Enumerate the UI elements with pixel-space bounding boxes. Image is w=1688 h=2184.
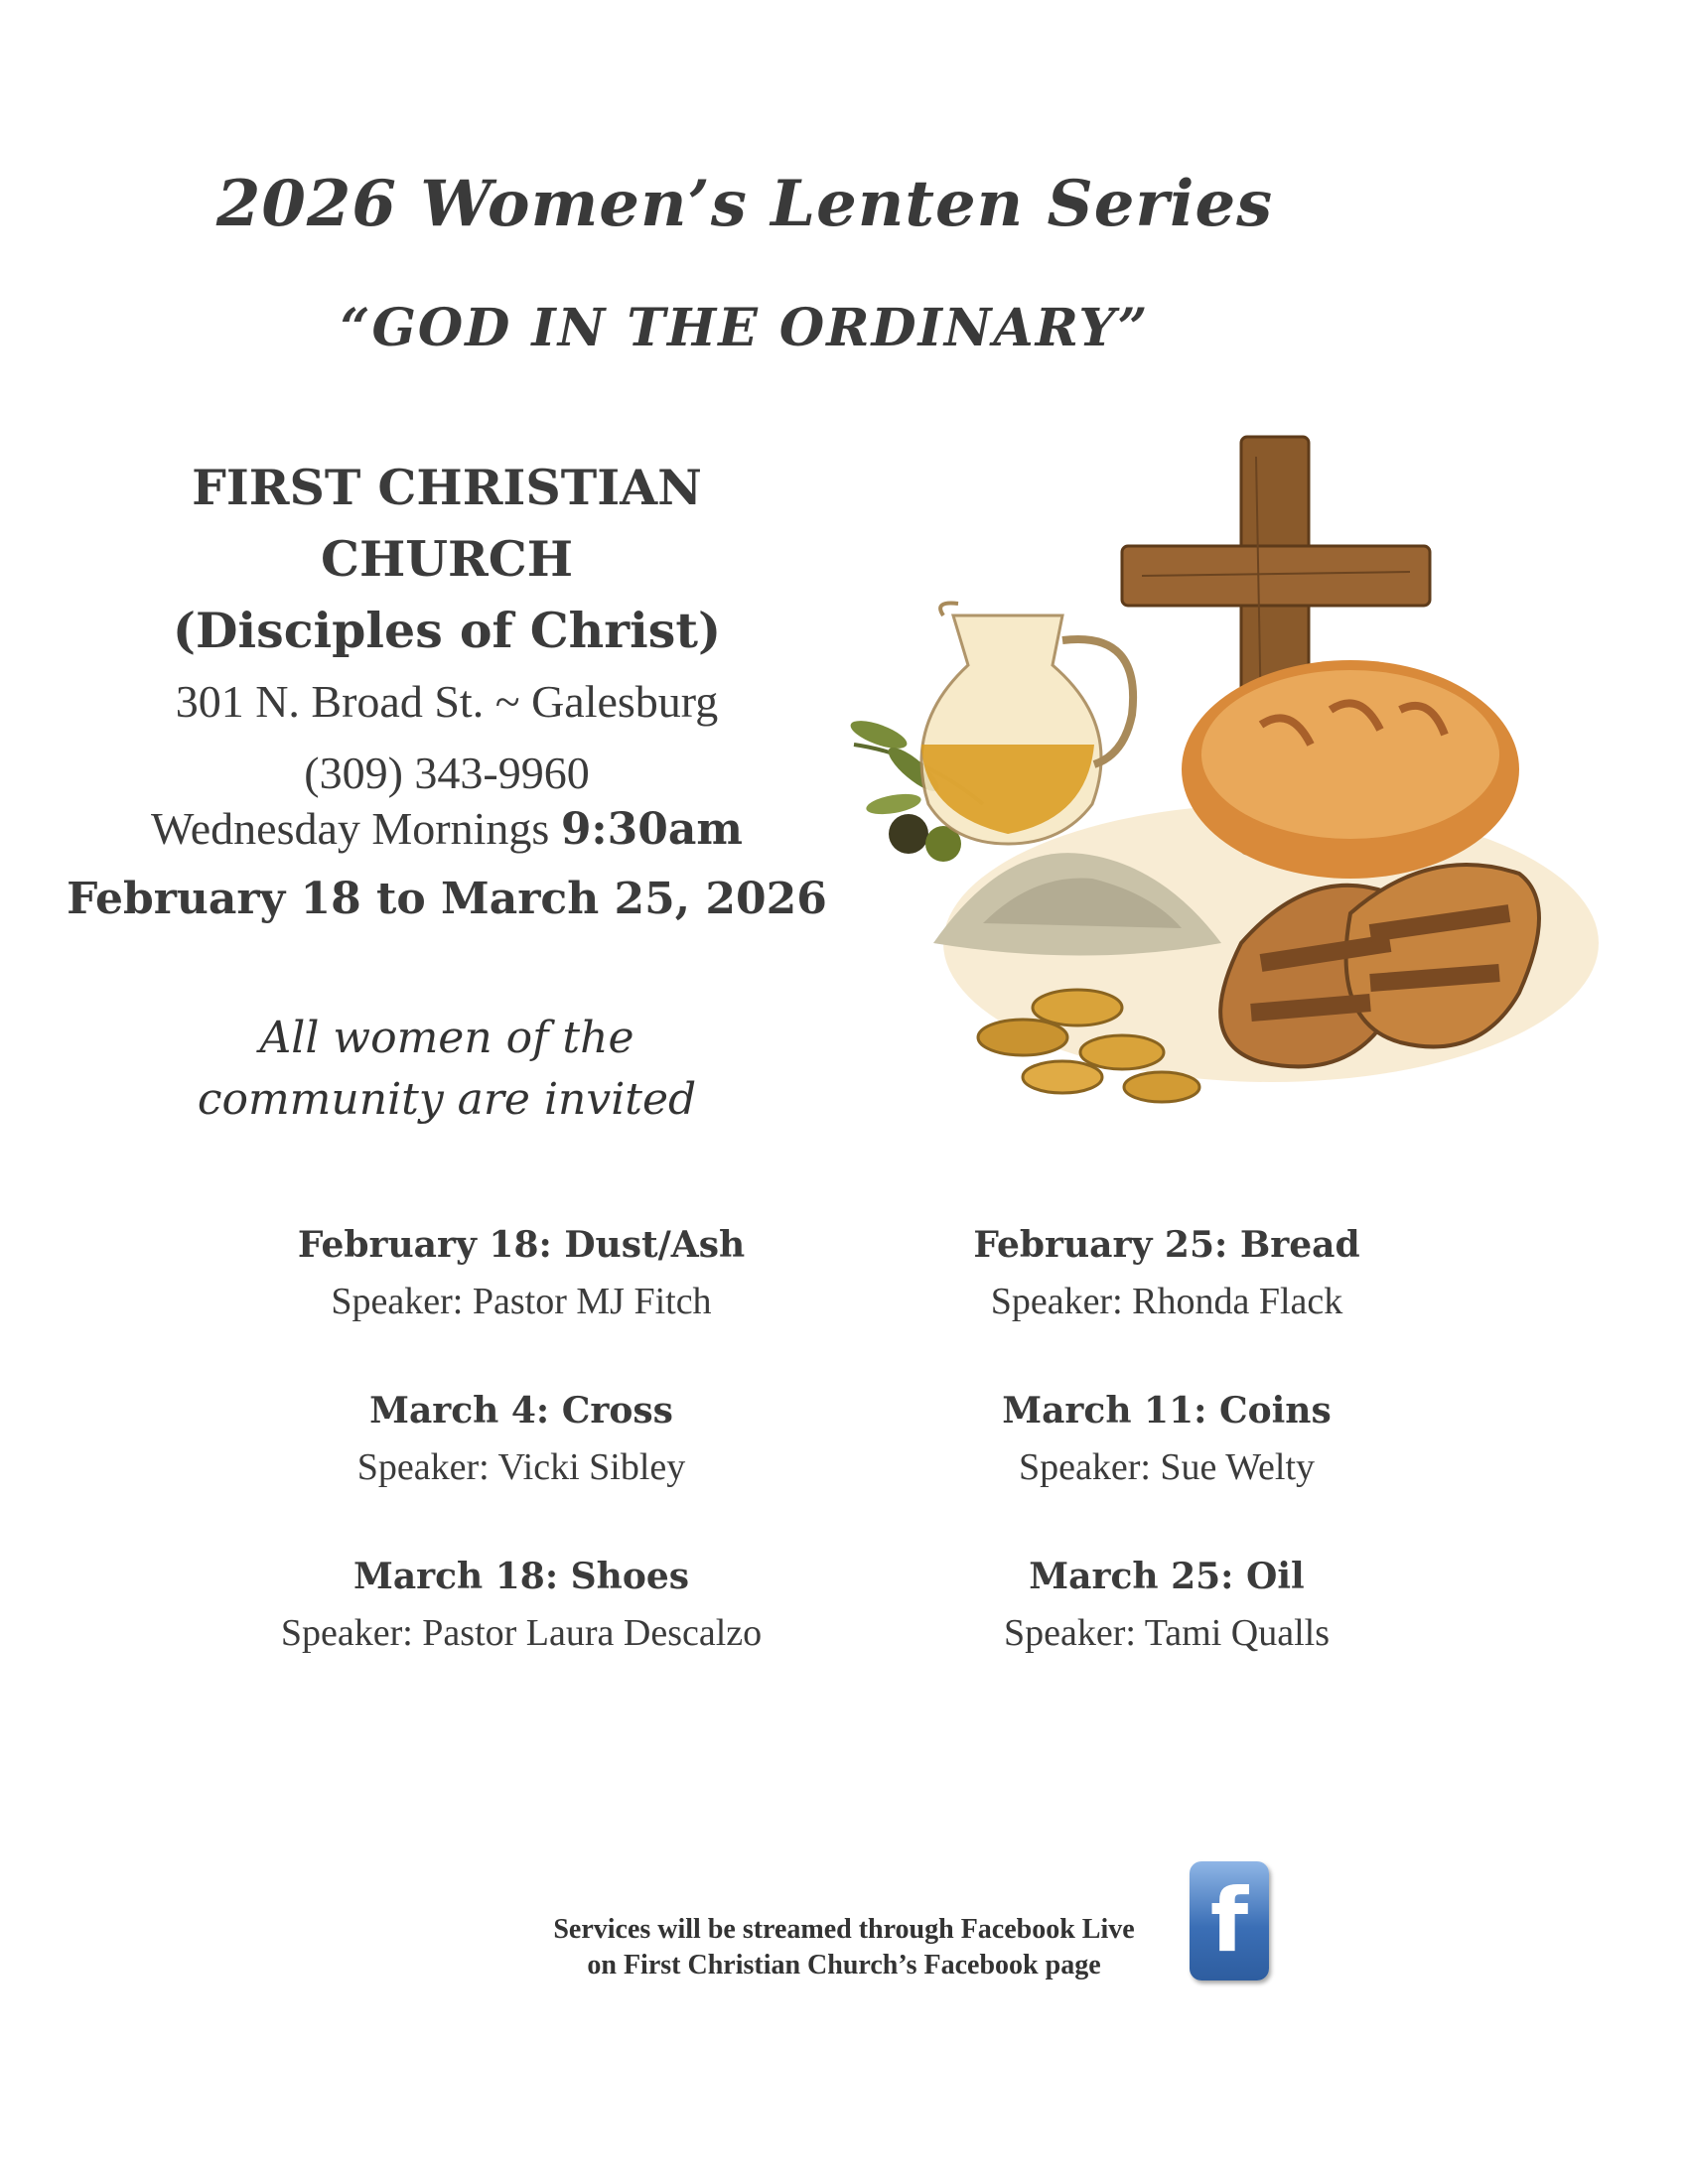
session-4 bbox=[869, 1382, 1465, 1495]
session-speaker: Speaker: Tami Qualls bbox=[1003, 1612, 1330, 1654]
bread-loaf-icon bbox=[1182, 660, 1519, 879]
church-name: FIRST CHRISTIAN CHURCH bbox=[192, 459, 702, 588]
church-phone: (309) 343-9960 bbox=[304, 748, 590, 798]
streaming-note-line-1: Services will be streamed through Facebook Live bbox=[553, 1914, 1135, 1945]
session-topic: March 25: Oil bbox=[1029, 1556, 1305, 1597]
schedule-info bbox=[60, 794, 834, 934]
invitation-line-2: community are invited bbox=[197, 1074, 697, 1125]
session-3 bbox=[223, 1382, 819, 1495]
series-subtitle: “GOD IN THE ORDINARY” bbox=[340, 298, 1150, 358]
session-topic: March 11: Coins bbox=[1002, 1390, 1332, 1432]
streaming-note-line-2: on First Christian Church’s Facebook page bbox=[587, 1950, 1101, 1980]
session-6 bbox=[869, 1548, 1465, 1661]
session-speaker: Speaker: Pastor MJ Fitch bbox=[331, 1281, 712, 1322]
session-topic: March 18: Shoes bbox=[352, 1556, 690, 1597]
session-5 bbox=[223, 1548, 819, 1661]
session-1 bbox=[223, 1216, 819, 1329]
session-speaker: Speaker: Vicki Sibley bbox=[356, 1446, 686, 1488]
schedule-day: Wednesday Mornings bbox=[151, 803, 550, 854]
session-topic: March 4: Cross bbox=[369, 1390, 673, 1432]
session-speaker: Speaker: Rhonda Flack bbox=[990, 1281, 1343, 1322]
schedule-time: 9:30am bbox=[560, 804, 743, 855]
church-denomination: (Disciples of Christ) bbox=[172, 602, 722, 659]
facebook-icon[interactable]: f bbox=[1190, 1861, 1269, 1980]
streaming-note bbox=[427, 1912, 1261, 1983]
session-speaker: Speaker: Sue Welty bbox=[1018, 1446, 1316, 1488]
schedule-date-range: February 18 to March 25, 2026 bbox=[67, 874, 827, 924]
lenten-illustration bbox=[834, 427, 1609, 1142]
session-speaker: Speaker: Pastor Laura Descalzo bbox=[280, 1612, 763, 1654]
invitation-line-1: All women of the bbox=[259, 1013, 634, 1063]
church-address: 301 N. Broad St. ~ Galesburg bbox=[175, 676, 719, 727]
oil-jug-icon bbox=[921, 604, 1133, 845]
session-2 bbox=[869, 1216, 1465, 1329]
church-info bbox=[60, 452, 834, 809]
series-title: 2026 Women’s Lenten Series bbox=[215, 167, 1274, 241]
schedule-day-time bbox=[60, 794, 834, 865]
session-topic: February 18: Dust/Ash bbox=[297, 1224, 746, 1266]
invitation bbox=[60, 1008, 834, 1131]
session-topic: February 25: Bread bbox=[973, 1224, 1360, 1266]
